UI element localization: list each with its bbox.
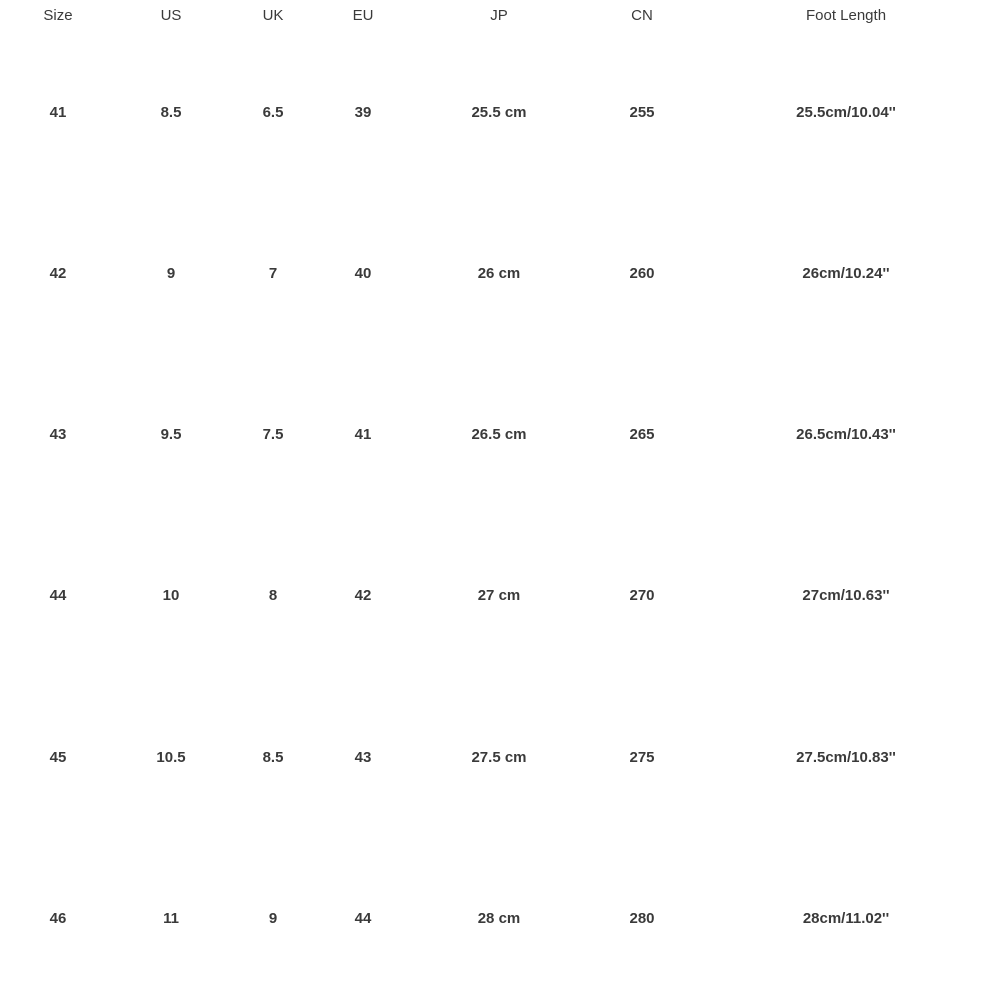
cell-cn: 255 bbox=[629, 104, 655, 121]
table-row bbox=[0, 586, 1000, 606]
cell-jp: 26 cm bbox=[477, 265, 521, 282]
cell-foot-length: 26cm/10.24'' bbox=[802, 265, 890, 282]
cell-foot-length: 28cm/11.02'' bbox=[802, 910, 890, 927]
cell-jp: 26.5 cm bbox=[471, 426, 527, 443]
table-header-row bbox=[0, 6, 1000, 26]
cell-us: 10.5 bbox=[156, 749, 186, 766]
cell-eu: 42 bbox=[354, 587, 372, 604]
cell-uk: 9 bbox=[268, 910, 278, 927]
cell-size: 45 bbox=[49, 749, 67, 766]
cell-eu: 40 bbox=[354, 265, 372, 282]
cell-cn: 265 bbox=[629, 426, 655, 443]
header-us: US bbox=[160, 7, 182, 24]
cell-us: 8.5 bbox=[160, 104, 182, 121]
table-row bbox=[0, 909, 1000, 929]
table-row bbox=[0, 748, 1000, 768]
cell-size: 43 bbox=[49, 426, 67, 443]
table-row bbox=[0, 264, 1000, 284]
cell-cn: 280 bbox=[629, 910, 655, 927]
table-row bbox=[0, 103, 1000, 123]
header-eu: EU bbox=[352, 7, 374, 24]
cell-size: 41 bbox=[49, 104, 67, 121]
cell-eu: 41 bbox=[354, 426, 372, 443]
header-foot-length: Foot Length bbox=[805, 7, 887, 24]
cell-cn: 275 bbox=[629, 749, 655, 766]
cell-jp: 27 cm bbox=[477, 587, 521, 604]
cell-eu: 43 bbox=[354, 749, 372, 766]
cell-cn: 260 bbox=[629, 265, 655, 282]
cell-jp: 25.5 cm bbox=[471, 104, 527, 121]
cell-size: 44 bbox=[49, 587, 67, 604]
cell-jp: 28 cm bbox=[477, 910, 521, 927]
cell-foot-length: 27.5cm/10.83'' bbox=[796, 749, 896, 766]
cell-us: 9.5 bbox=[160, 426, 182, 443]
cell-us: 11 bbox=[163, 910, 179, 927]
cell-uk: 7 bbox=[268, 265, 278, 282]
cell-us: 9 bbox=[166, 265, 176, 282]
header-cn: CN bbox=[631, 7, 653, 24]
cell-us: 10 bbox=[162, 587, 180, 604]
cell-uk: 7.5 bbox=[262, 426, 284, 443]
cell-foot-length: 25.5cm/10.04'' bbox=[796, 104, 896, 121]
cell-uk: 8 bbox=[268, 587, 278, 604]
cell-foot-length: 26.5cm/10.43'' bbox=[796, 426, 896, 443]
cell-foot-length: 27cm/10.63'' bbox=[802, 587, 890, 604]
cell-cn: 270 bbox=[629, 587, 655, 604]
cell-uk: 8.5 bbox=[262, 749, 284, 766]
cell-jp: 27.5 cm bbox=[471, 749, 527, 766]
table-row bbox=[0, 425, 1000, 445]
cell-size: 42 bbox=[49, 265, 67, 282]
cell-eu: 39 bbox=[354, 104, 372, 121]
cell-eu: 44 bbox=[354, 910, 372, 927]
cell-uk: 6.5 bbox=[262, 104, 284, 121]
header-uk: UK bbox=[262, 7, 284, 24]
cell-size: 46 bbox=[49, 910, 67, 927]
header-jp: JP bbox=[490, 7, 508, 24]
header-size: Size bbox=[43, 7, 73, 24]
